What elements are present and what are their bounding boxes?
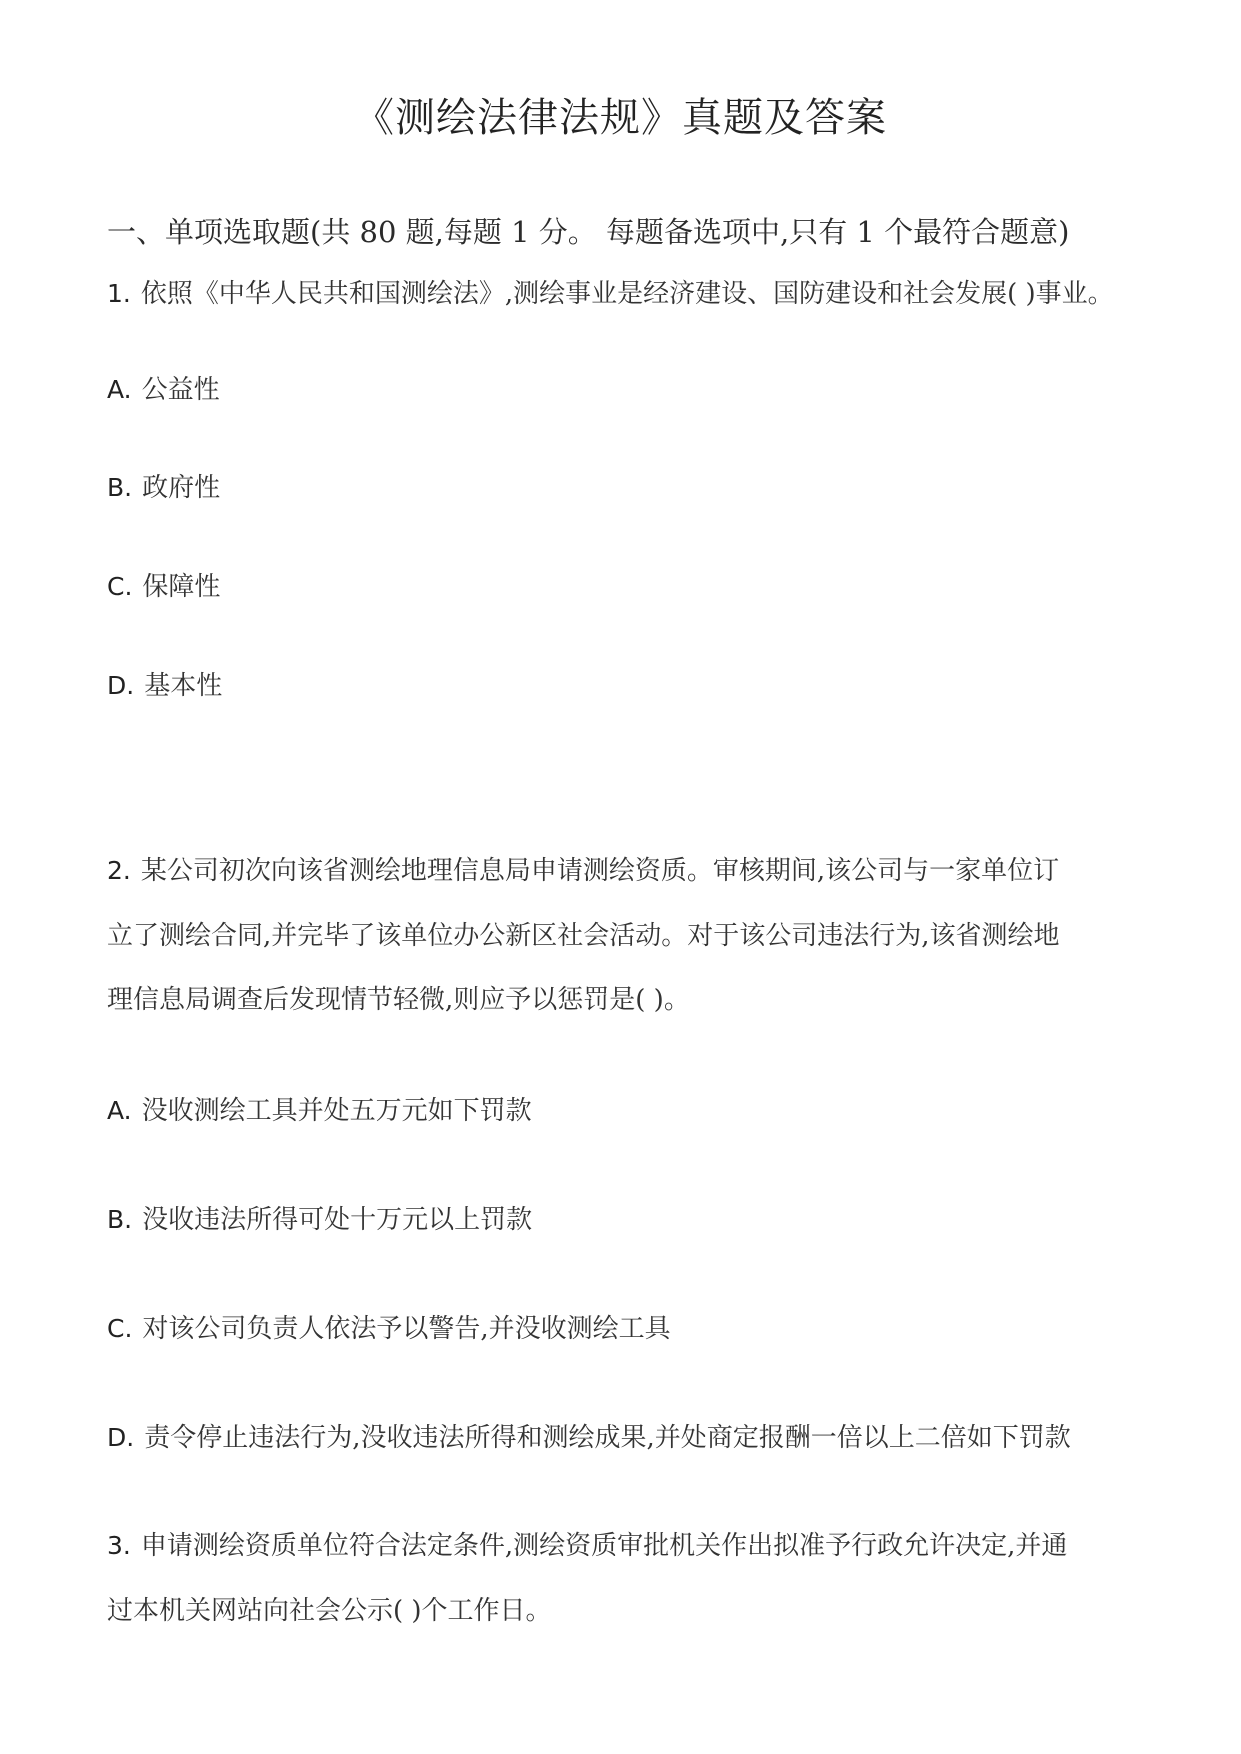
option-text: 政府性 — [142, 473, 221, 503]
question-2-option-c — [107, 1311, 671, 1347]
question-1-option-c — [107, 569, 220, 605]
section-heading: 一、单项选取题(共 80 题,每题 1 分。 每题备选项中,只有 1 个最符合题意) — [107, 215, 1070, 249]
option-letter: C. — [107, 1314, 133, 1343]
question-2-line-2: 立了测绘合同,并完毕了该单位办公新区社会活动。对于该公司违法行为,该省测绘地 — [107, 921, 1060, 951]
option-letter: B. — [107, 1205, 133, 1234]
option-text: 公益性 — [141, 375, 220, 405]
option-letter: D. — [107, 671, 135, 700]
question-1-option-d — [107, 668, 222, 704]
question-3-line-2: 过本机关网站向社会公示( )个工作日。 — [107, 1596, 552, 1626]
option-text: 责令停止违法行为,没收违法所得和测绘成果,并处商定报酬一倍以上二倍如下罚款 — [144, 1423, 1071, 1453]
option-letter: C. — [107, 572, 133, 601]
question-3-line-1 — [107, 1528, 1067, 1564]
question-text: 依照《中华人民共和国测绘法》,测绘事业是经济建设、国防建设和社会发展( )事业。 — [140, 279, 1114, 309]
question-1-option-a — [107, 372, 220, 408]
question-1-option-b — [107, 470, 220, 506]
question-number: 1. — [107, 279, 131, 308]
option-letter: A. — [107, 375, 132, 404]
option-text: 基本性 — [144, 671, 223, 701]
option-letter: A. — [107, 1096, 132, 1125]
question-2-line-1 — [107, 853, 1059, 889]
document-title: 《测绘法律法规》真题及答案 — [354, 95, 887, 141]
question-number: 2. — [107, 856, 131, 885]
question-2-line-3: 理信息局调查后发现情节轻微,则应予以惩罚是( )。 — [107, 985, 690, 1015]
question-2-option-a — [107, 1093, 532, 1129]
question-2-option-d — [107, 1420, 1071, 1456]
question-text: 申请测绘资质单位符合法定条件,测绘资质审批机关作出拟准予行政允许决定,并通 — [140, 1531, 1068, 1561]
option-text: 没收违法所得可处十万元以上罚款 — [142, 1205, 533, 1235]
question-2-option-b — [107, 1202, 532, 1238]
option-text: 保障性 — [142, 572, 221, 602]
option-letter: D. — [107, 1423, 135, 1452]
option-text: 对该公司负责人依法予以警告,并没收测绘工具 — [142, 1314, 671, 1344]
question-text: 某公司初次向该省测绘地理信息局申请测绘资质。审核期间,该公司与一家单位订 — [140, 856, 1060, 886]
question-1-line-1 — [107, 276, 1114, 312]
option-text: 没收测绘工具并处五万元如下罚款 — [141, 1096, 532, 1126]
option-letter: B. — [107, 473, 133, 502]
question-number: 3. — [107, 1531, 131, 1560]
